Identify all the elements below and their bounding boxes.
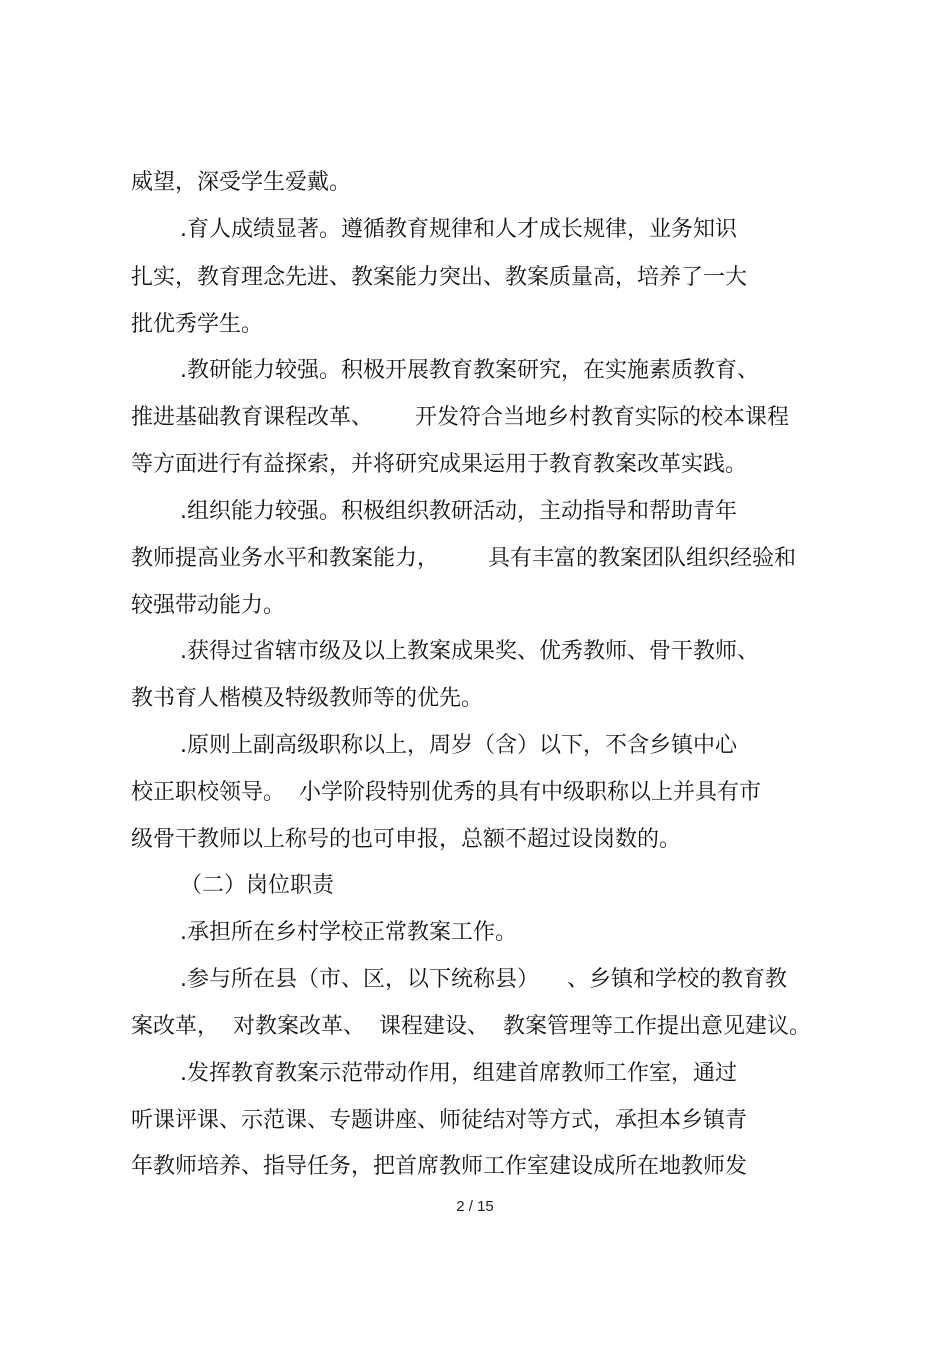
- text-line-18: .参与所在县（市、区，以下统称县） 、乡镇和学校的教育教: [180, 967, 787, 992]
- page-number: 2 / 15: [456, 1198, 494, 1215]
- text-line-9: 教师提高业务水平和教案能力， 具有丰富的教案团队组织经验和: [131, 546, 796, 571]
- text-line-2: .育人成绩显著。遵循教育规律和人才成长规律，业务知识: [180, 217, 737, 242]
- text-line-13: .原则上副高级职称以上，周岁（含）以下，不含乡镇中心: [180, 733, 737, 758]
- text-line-11: .获得过省辖市级及以上教案成果奖、优秀教师、骨干教师、: [180, 639, 759, 664]
- text-line-3: 扎实，教育理念先进、教案能力突出、教案质量高，培养了一大: [131, 265, 748, 290]
- text-line-20: .发挥教育教案示范带动作用，组建首席教师工作室，通过: [180, 1061, 737, 1086]
- text-line-4: 批优秀学生。: [131, 312, 264, 337]
- section-heading: （二）岗位职责: [180, 873, 335, 898]
- text-line-5: .教研能力较强。积极开展教育教案研究，在实施素质教育、: [180, 358, 759, 383]
- text-line-19: 案改革， 对教案改革、 课程建设、 教案管理等工作提出意见建议。: [131, 1014, 811, 1039]
- text-line-8: .组织能力较强。积极组织教研活动，主动指导和帮助青年: [180, 499, 737, 524]
- text-line-6: 推进基础教育课程改革、 开发符合当地乡村教育实际的校本课程: [131, 405, 789, 430]
- text-line-1: 威望，深受学生爱戴。: [131, 170, 352, 195]
- text-line-14: 校正职校领导。 小学阶段特别优秀的具有中级职称以上并具有市: [131, 780, 761, 805]
- text-line-10: 较强带动能力。: [131, 593, 286, 618]
- text-line-7: 等方面进行有益探索，并将研究成果运用于教育教案改革实践。: [131, 452, 748, 477]
- text-line-12: 教书育人楷模及特级教师等的优先。: [131, 686, 484, 711]
- text-line-15: 级骨干教师以上称号的也可申报，总额不超过设岗数的。: [131, 827, 682, 852]
- text-line-17: .承担所在乡村学校正常教案工作。: [180, 920, 517, 945]
- text-line-22: 年教师培养、指导任务，把首席教师工作室建设成所在地教师发: [131, 1154, 748, 1179]
- text-line-21: 听课评课、示范课、专题讲座、师徒结对等方式，承担本乡镇青: [131, 1108, 748, 1133]
